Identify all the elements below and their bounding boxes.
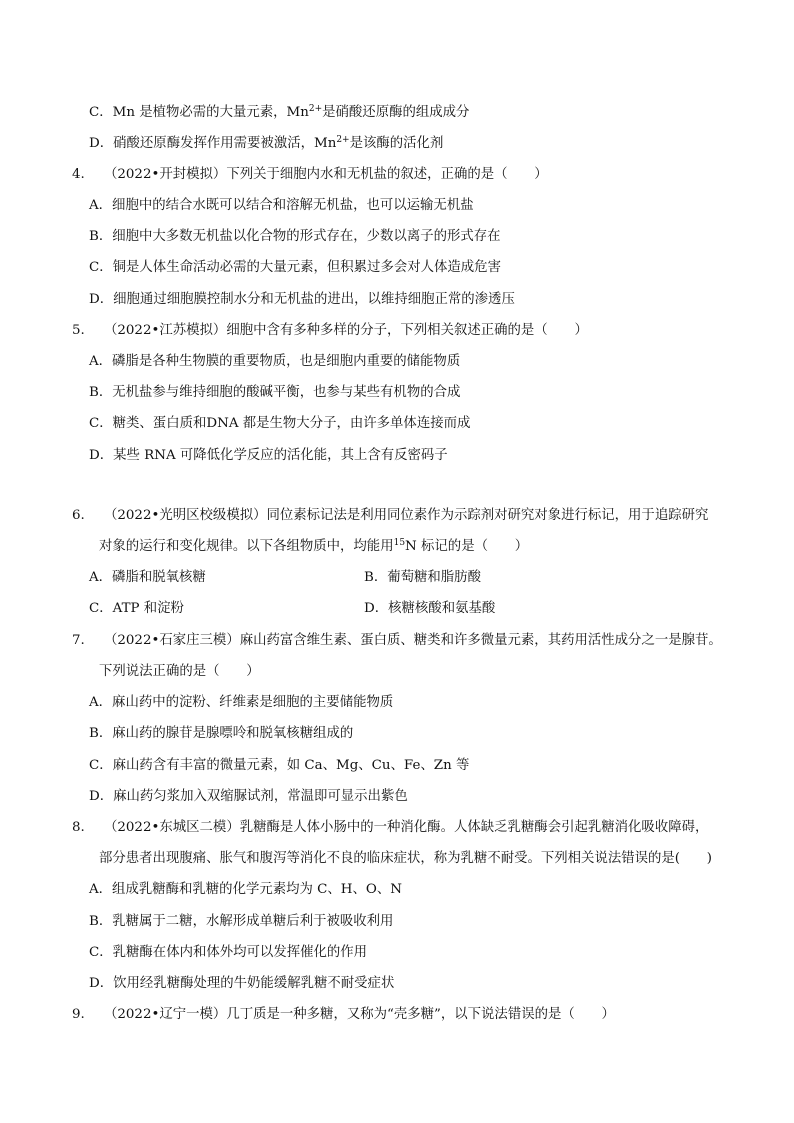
q3-option-d	[89, 135, 443, 153]
q6-isotope-sup: 15	[393, 538, 406, 548]
q7-stem-line2: 下列说法正确的是（ ）	[99, 664, 260, 679]
q5-stem: （2022•江苏模拟）细胞中含有多种多样的分子，下列相关叙述正确的是（ ）	[104, 323, 588, 338]
q7-stem-line1: （2022•石家庄三模）麻山药富含维生素、蛋白质、糖类和许多微量元素，其药用活性成分之一是腺苷。	[104, 633, 722, 648]
q4-option-c: C．铜是人体生命活动必需的大量元素，但积累过多会对人体造成危害	[89, 260, 501, 275]
q7-option-c: C．麻山药含有丰富的微量元素，如 Ca、Mg、Cu、Fe、Zn 等	[89, 758, 470, 773]
q5-option-c: C．糖类、蛋白质和DNA 都是生物大分子，由许多单体连接而成	[89, 416, 471, 431]
q3-option-d-end: 是该酶的活化剂	[349, 136, 444, 151]
q5-option-b: B．无机盐参与维持细胞的酸碱平衡，也参与某些有机物的合成	[89, 385, 461, 400]
q3-option-c-text: C．Mn 是植物必需的大量元素，Mn	[89, 105, 309, 120]
q3-option-c-sup: 2+	[308, 104, 323, 114]
q7-option-b: B．麻山药的腺苷是腺嘌呤和脱氧核糖组成的	[89, 726, 354, 741]
q8-number: 8.	[72, 820, 85, 835]
q4-number: 4.	[72, 167, 85, 182]
q6-stem-line2-b: N 标记的是（ ）	[405, 539, 529, 554]
q4-option-b: B．细胞中大多数无机盐以化合物的形式存在，少数以离子的形式存在	[89, 229, 501, 244]
q8-option-d: D．饮用经乳糖酶处理的牛奶能缓解乳糖不耐受症状	[89, 976, 395, 991]
q5-option-d: D．某些 RNA 可降低化学反应的活化能，其上含有反密码子	[89, 448, 448, 463]
q8-option-c: C．乳糖酶在体内和体外均可以发挥催化的作用	[89, 945, 368, 960]
q3-option-c	[89, 104, 469, 122]
q6-stem-line2	[99, 538, 528, 556]
q8-stem-line2: 部分患者出现腹痛、胀气和腹泻等消化不良的临床症状，称为乳糖不耐受。下列相关说法错误的是( )	[99, 851, 713, 866]
q8-option-b: B．乳糖属于二糖，水解形成单糖后利于被吸收利用	[89, 914, 394, 929]
q6-option-a: A．磷脂和脱氧核糖	[89, 570, 206, 585]
q5-option-a: A．磷脂是各种生物膜的重要物质，也是细胞内重要的储能物质	[89, 354, 461, 369]
q3-option-d-text: D．硝酸还原酶发挥作用需要被激活，Mn	[89, 136, 337, 151]
q8-stem-line1: （2022•东城区二模）乳糖酶是人体小肠中的一种消化酶。人体缺乏乳糖酶会引起乳糖消化吸收障碍，	[104, 820, 709, 835]
q5-number: 5.	[72, 323, 85, 338]
q4-stem: （2022•开封模拟）下列关于细胞内水和无机盐的叙述，正确的是（ ）	[104, 167, 548, 182]
q7-number: 7.	[72, 633, 85, 648]
q3-option-c-end: 是硝酸还原酶的组成成分	[322, 105, 470, 120]
q4-option-d: D．细胞通过细胞膜控制水分和无机盐的进出，以维持细胞正常的渗透压	[89, 292, 515, 307]
q6-option-d: D．核糖核酸和氨基酸	[364, 601, 496, 616]
q9-stem: （2022•辽宁一模）几丁质是一种多糖，又称为“壳多糖”，以下说法错误的是（ ）	[104, 1007, 615, 1022]
q9-number: 9.	[72, 1007, 85, 1022]
q7-option-d: D．麻山药匀浆加入双缩脲试剂，常温即可显示出紫色	[89, 789, 408, 804]
q7-option-a: A．麻山药中的淀粉、纤维素是细胞的主要储能物质	[89, 695, 394, 710]
q6-option-b: B．葡萄糖和脂肪酸	[364, 570, 481, 585]
q3-option-d-sup: 2+	[336, 135, 350, 145]
q6-number: 6.	[72, 508, 85, 523]
q8-option-a: A．组成乳糖酶和乳糖的化学元素均为 C、H、O、N	[89, 882, 402, 897]
q6-option-c: C．ATP 和淀粉	[89, 601, 184, 616]
q6-stem-line2-a: 对象的运行和变化规律。以下各组物质中，均能用	[99, 539, 394, 554]
q4-option-a: A．细胞中的结合水既可以结合和溶解无机盐，也可以运输无机盐	[89, 198, 474, 213]
q6-stem-line1: （2022•光明区校级模拟）同位素标记法是利用同位素作为示踪剂对研究对象进行标记，用于追踪研究	[104, 508, 709, 523]
